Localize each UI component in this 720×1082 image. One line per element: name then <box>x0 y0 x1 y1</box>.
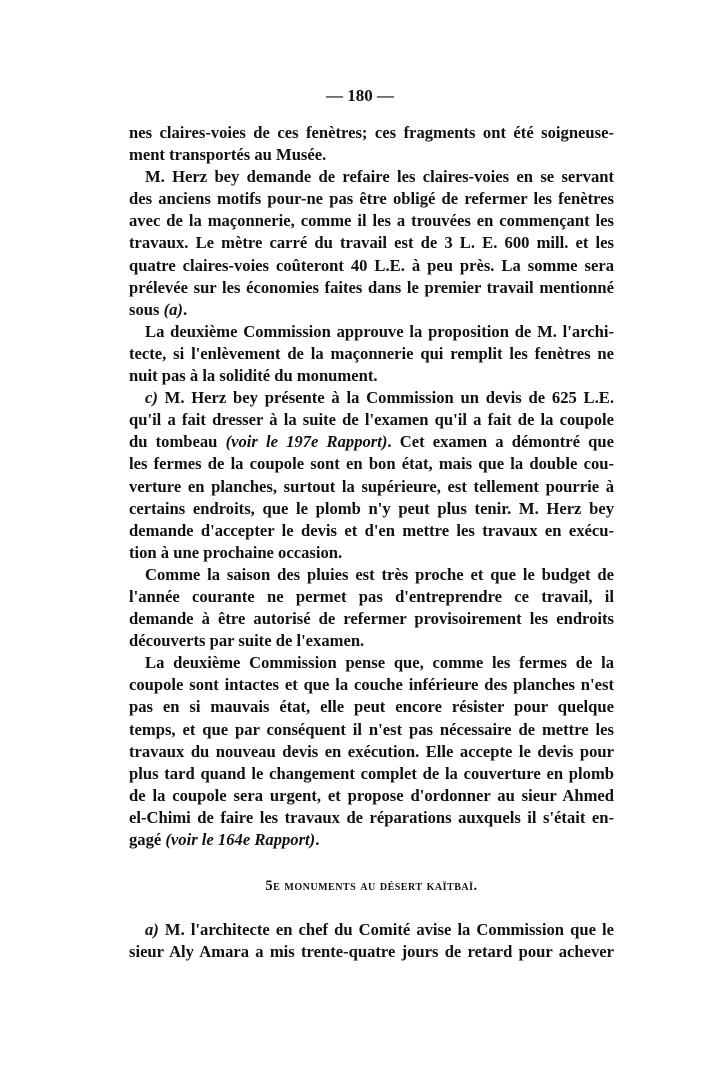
text-segment: el-Chimi de faire les travaux de réparations auxquels il s'était en- <box>129 807 614 827</box>
text-segment: qu'il a fait dresser à la suite de l'examen qu'il a fait de la coupole <box>129 410 614 430</box>
text-segment: plus tard quand le changement complet de la couverture en plomb <box>129 763 614 783</box>
text-line <box>129 321 614 343</box>
text-segment: Comme la saison des pluies est très proche et que le budget de <box>145 564 614 584</box>
page-number: — 180 — <box>326 86 394 105</box>
section-heading: 5e monuments au désert kaïtbaï. <box>265 878 478 895</box>
spacer <box>129 851 614 875</box>
text-line <box>129 232 614 254</box>
text-line <box>129 564 614 586</box>
text-segment: M. Herz bey demande de refaire les claires-voies en se servant <box>145 167 614 187</box>
text-segment: coupole sont intactes et que la couche inférieure des planches n'est <box>129 675 614 695</box>
text-segment: prélevée sur les économies faites dans le premier travail mentionné <box>129 277 614 297</box>
text-line <box>129 122 614 144</box>
text-line <box>129 542 614 564</box>
text-line <box>129 941 614 963</box>
body-text <box>129 122 614 963</box>
italic-text: c) <box>145 388 158 408</box>
text-line <box>129 188 614 210</box>
text-segment: temps, et que par conséquent il n'est pas nécessaire de mettre les <box>129 719 614 739</box>
text-line <box>129 476 614 498</box>
paragraph <box>129 166 614 321</box>
text-segment: les fermes de la coupole sont en bon état, mais que la double cou- <box>129 454 614 474</box>
text-line <box>129 807 614 829</box>
text-segment: avec de la maçonnerie, comme il les a trouvées en commençant les <box>129 211 614 231</box>
text-segment: du tombeau <box>129 432 226 452</box>
text-segment: travaux. Le mètre carré du travail est de 3 L. E. 600 mill. et les <box>129 233 614 253</box>
text-segment: pas en si mauvais état, elle peut encore résister pour quelque <box>129 697 614 717</box>
text-segment: La deuxième Commission approuve la proposition de M. l'archi- <box>145 321 614 341</box>
text-line <box>129 608 614 630</box>
text-segment: verture en planches, surtout la supérieure, est tellement pourrie à <box>129 476 614 496</box>
text-line <box>129 674 614 696</box>
text-line <box>129 741 614 763</box>
text-line <box>129 343 614 365</box>
text-segment: des anciens motifs pour-ne pas être obligé de refermer les fenètres <box>129 189 614 209</box>
text-segment: l'année courante ne permet pas d'entreprendre ce travail, il <box>129 586 614 606</box>
text-line <box>129 365 614 387</box>
text-line <box>129 166 614 188</box>
text-segment: . Cet examen a démontré que <box>387 432 614 452</box>
text-segment: nuit pas à la solidité du monument. <box>129 366 378 386</box>
text-segment: nes claires-voies de ces fenètres; ces fragments ont été soigneuse- <box>129 123 614 142</box>
text-segment: M. Herz bey présente à la Commission un devis de 625 L.E. <box>157 388 614 408</box>
paragraph <box>129 652 614 851</box>
text-line <box>129 586 614 608</box>
paragraph <box>129 564 614 652</box>
text-segment: . <box>182 299 188 319</box>
text-segment: découverts par suite de l'examen. <box>129 631 365 651</box>
text-line <box>129 763 614 785</box>
text-line <box>129 431 614 453</box>
italic-text: (a) <box>163 299 183 319</box>
text-line <box>129 255 614 277</box>
text-segment: M. l'architecte en chef du Comité avise la Commission que le <box>158 920 614 940</box>
text-segment: quatre claires-voies coûteront 40 L.E. à peu près. La somme sera <box>129 255 614 275</box>
text-segment: certains endroits, que le plomb n'y peut plus tenir. M. Herz bey <box>129 498 614 518</box>
paragraph <box>129 919 614 963</box>
paragraph <box>129 387 614 564</box>
text-line <box>129 299 614 321</box>
text-line <box>129 277 614 299</box>
text-line <box>129 785 614 807</box>
text-line <box>129 144 614 166</box>
text-line <box>129 453 614 475</box>
italic-text: a) <box>145 920 159 940</box>
text-segment: sieur Aly Amara a mis trente-quatre jours de retard pour achever <box>129 942 614 962</box>
text-segment: gagé <box>129 830 166 849</box>
text-line <box>129 919 614 941</box>
text-line <box>129 719 614 741</box>
spacer <box>129 897 614 919</box>
text-line <box>129 652 614 674</box>
text-line <box>129 696 614 718</box>
text-segment: . <box>315 830 320 849</box>
text-line <box>129 387 614 409</box>
text-segment: de la coupole sera urgent, et propose d'ordonner au sieur Ahmed <box>129 785 614 805</box>
text-segment: demande d'accepter le devis et d'en mettre les travaux en exécu- <box>129 520 614 540</box>
italic-text: (voir le 164e Rapport) <box>165 830 316 849</box>
text-segment: La deuxième Commission pense que, comme les fermes de la <box>145 653 614 673</box>
text-segment: sous <box>129 299 164 319</box>
text-segment: tion à une prochaine occasion. <box>129 542 343 562</box>
paragraph <box>129 122 614 166</box>
paragraph <box>129 321 614 387</box>
text-line <box>129 520 614 542</box>
text-segment: travaux du nouveau devis en exécution. Elle accepte le devis pour <box>129 741 614 761</box>
text-line <box>129 498 614 520</box>
text-segment: ment transportés au Musée. <box>129 145 327 165</box>
text-line <box>129 630 614 652</box>
text-segment: demande à être autorisé de refermer provisoirement les endroits <box>129 609 614 629</box>
text-line <box>129 829 614 851</box>
paragraphs-after-heading <box>129 919 614 963</box>
text-line <box>129 409 614 431</box>
text-segment: tecte, si l'enlèvement de la maçonnerie qui remplit les fenètres ne <box>129 343 614 363</box>
paragraphs-before-heading <box>129 122 614 851</box>
text-line <box>129 210 614 232</box>
italic-text: (voir le 197e Rapport) <box>225 432 388 452</box>
